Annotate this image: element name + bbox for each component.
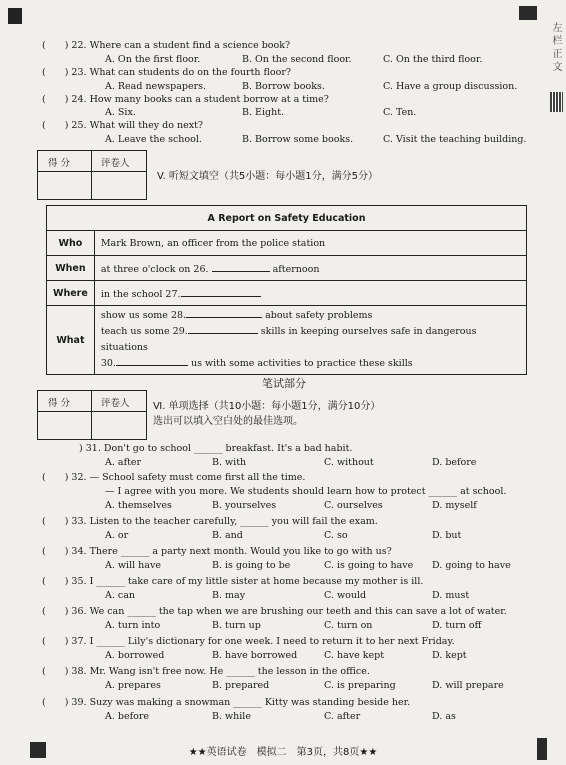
option: A. will have xyxy=(105,560,161,571)
option: B. with xyxy=(212,457,247,468)
option: B. prepared xyxy=(212,680,270,691)
who-value: Mark Brown, an officer from the police station xyxy=(94,231,526,256)
question-35: ( ) 35. I ______ take care of my little sister at home because my mother is ill. xyxy=(42,576,424,587)
who-label: Who xyxy=(47,231,95,256)
option: A. Six. xyxy=(105,107,136,118)
question-39: ( ) 39. Suzy was making a snowman ______ Kitty was standing beside her. xyxy=(42,697,411,708)
blank-27[interactable] xyxy=(181,287,261,297)
blank-30[interactable] xyxy=(116,356,188,366)
option: C. have kept xyxy=(324,650,385,661)
option: C. so xyxy=(324,530,348,541)
option: C. would xyxy=(324,590,367,601)
grader-label: 评卷人 xyxy=(101,158,130,169)
written-part-heading: 笔试部分 xyxy=(262,377,306,390)
option: A. after xyxy=(105,457,142,468)
option: A. Read newspapers. xyxy=(105,81,207,92)
option: C. is preparing xyxy=(324,680,396,691)
where-label: Where xyxy=(47,281,95,306)
option: D. turn off xyxy=(432,620,482,631)
when-value: at three o'clock on 26. afternoon xyxy=(94,256,526,281)
what-label: What xyxy=(47,306,95,375)
when-label: When xyxy=(47,256,95,281)
option: C. after xyxy=(324,711,361,722)
option: B. while xyxy=(212,711,251,722)
option: B. Eight. xyxy=(242,107,285,118)
option: B. Borrow some books. xyxy=(242,134,354,145)
option: C. ourselves xyxy=(324,500,383,511)
question-32: ( ) 32. — School safety must come first all the time. xyxy=(42,472,306,483)
report-table xyxy=(46,205,527,375)
registration-mark xyxy=(8,8,22,24)
option: D. before xyxy=(432,457,477,468)
option: B. have borrowed xyxy=(212,650,298,661)
option: A. On the first floor. xyxy=(105,54,201,65)
score-box xyxy=(37,390,147,440)
what-value: show us some 28. about safety problems teach us some 29. skills in keeping ourselves safe in dangerous situations 30. us with some activities to practice these skills xyxy=(94,306,526,375)
page-footer: ★★英语试卷 模拟二 第3页，共8页★★ xyxy=(188,747,378,758)
option: C. Ten. xyxy=(383,107,417,118)
question-31: ) 31. Don't go to school ______ breakfast. It's a bad habit. xyxy=(60,443,353,454)
blank-28[interactable] xyxy=(186,308,262,318)
option: B. turn up xyxy=(212,620,261,631)
option: A. prepares xyxy=(105,680,161,691)
section-6-instruction: 选出可以填入空白处的最佳选项。 xyxy=(153,416,303,427)
option: B. On the second floor. xyxy=(242,54,352,65)
option: A. or xyxy=(105,530,129,541)
question-24: ( ) 24. How many books can a student borrow at a time? xyxy=(42,94,329,105)
question-38: ( ) 38. Mr. Wang isn't free now. He ______ the lesson in the office. xyxy=(42,666,370,677)
question-25: ( ) 25. What will they do next? xyxy=(42,120,204,131)
option: A. Leave the school. xyxy=(105,134,202,145)
question-36: ( ) 36. We can ______ the tap when we are brushing our teeth and this can save a lot of water. xyxy=(42,606,507,617)
option: A. before xyxy=(105,711,150,722)
question-37: ( ) 37. I ______ Lily's dictionary for one week. I need to return it to her next Friday. xyxy=(42,636,455,647)
option: A. turn into xyxy=(105,620,161,631)
option: C. turn on xyxy=(324,620,373,631)
option: C. On the third floor. xyxy=(383,54,483,65)
side-margin-text: 左栏正文 xyxy=(550,22,561,74)
grader-label: 评卷人 xyxy=(101,398,130,409)
question-32-line-2: — I agree with you more. We students should learn how to protect ______ at school. xyxy=(105,486,507,497)
option: C. Visit the teaching building. xyxy=(383,134,527,145)
option: B. may xyxy=(212,590,246,601)
option: D. kept xyxy=(432,650,467,661)
option: D. but xyxy=(432,530,462,541)
question-23: ( ) 23. What can students do on the fourth floor? xyxy=(42,67,291,78)
option: B. and xyxy=(212,530,243,541)
option: C. without xyxy=(324,457,374,468)
option: C. Have a group discussion. xyxy=(383,81,518,92)
score-box xyxy=(37,150,147,200)
score-label: 得 分 xyxy=(48,158,71,169)
option: B. is going to be xyxy=(212,560,291,571)
option: D. will prepare xyxy=(432,680,504,691)
section-5-title: V. 听短文填空（共5小题：每小题1分，满分5分） xyxy=(157,171,378,182)
option: D. myself xyxy=(432,500,477,511)
option: A. borrowed xyxy=(105,650,165,661)
option: C. is going to have xyxy=(324,560,414,571)
question-22: ( ) 22. Where can a student find a science book? xyxy=(42,40,291,51)
option: D. as xyxy=(432,711,456,722)
score-label: 得 分 xyxy=(48,398,71,409)
option: B. yourselves xyxy=(212,500,277,511)
option: A. can xyxy=(105,590,136,601)
blank-29[interactable] xyxy=(188,324,258,334)
section-6-title: Ⅵ. 单项选择（共10小题：每小题1分，满分10分） xyxy=(153,401,381,412)
where-value: in the school 27. xyxy=(94,281,526,306)
option: A. themselves xyxy=(105,500,172,511)
option: B. Borrow books. xyxy=(242,81,325,92)
qr-code-icon xyxy=(550,92,563,112)
option: D. must xyxy=(432,590,470,601)
question-34: ( ) 34. There ______ a party next month. Would you like to go with us? xyxy=(42,546,392,557)
blank-26[interactable] xyxy=(212,262,270,272)
report-title: A Report on Safety Education xyxy=(47,206,527,231)
registration-mark xyxy=(519,6,537,20)
option: D. going to have xyxy=(432,560,511,571)
question-33: ( ) 33. Listen to the teacher carefully, ______ you will fail the exam. xyxy=(42,516,378,527)
